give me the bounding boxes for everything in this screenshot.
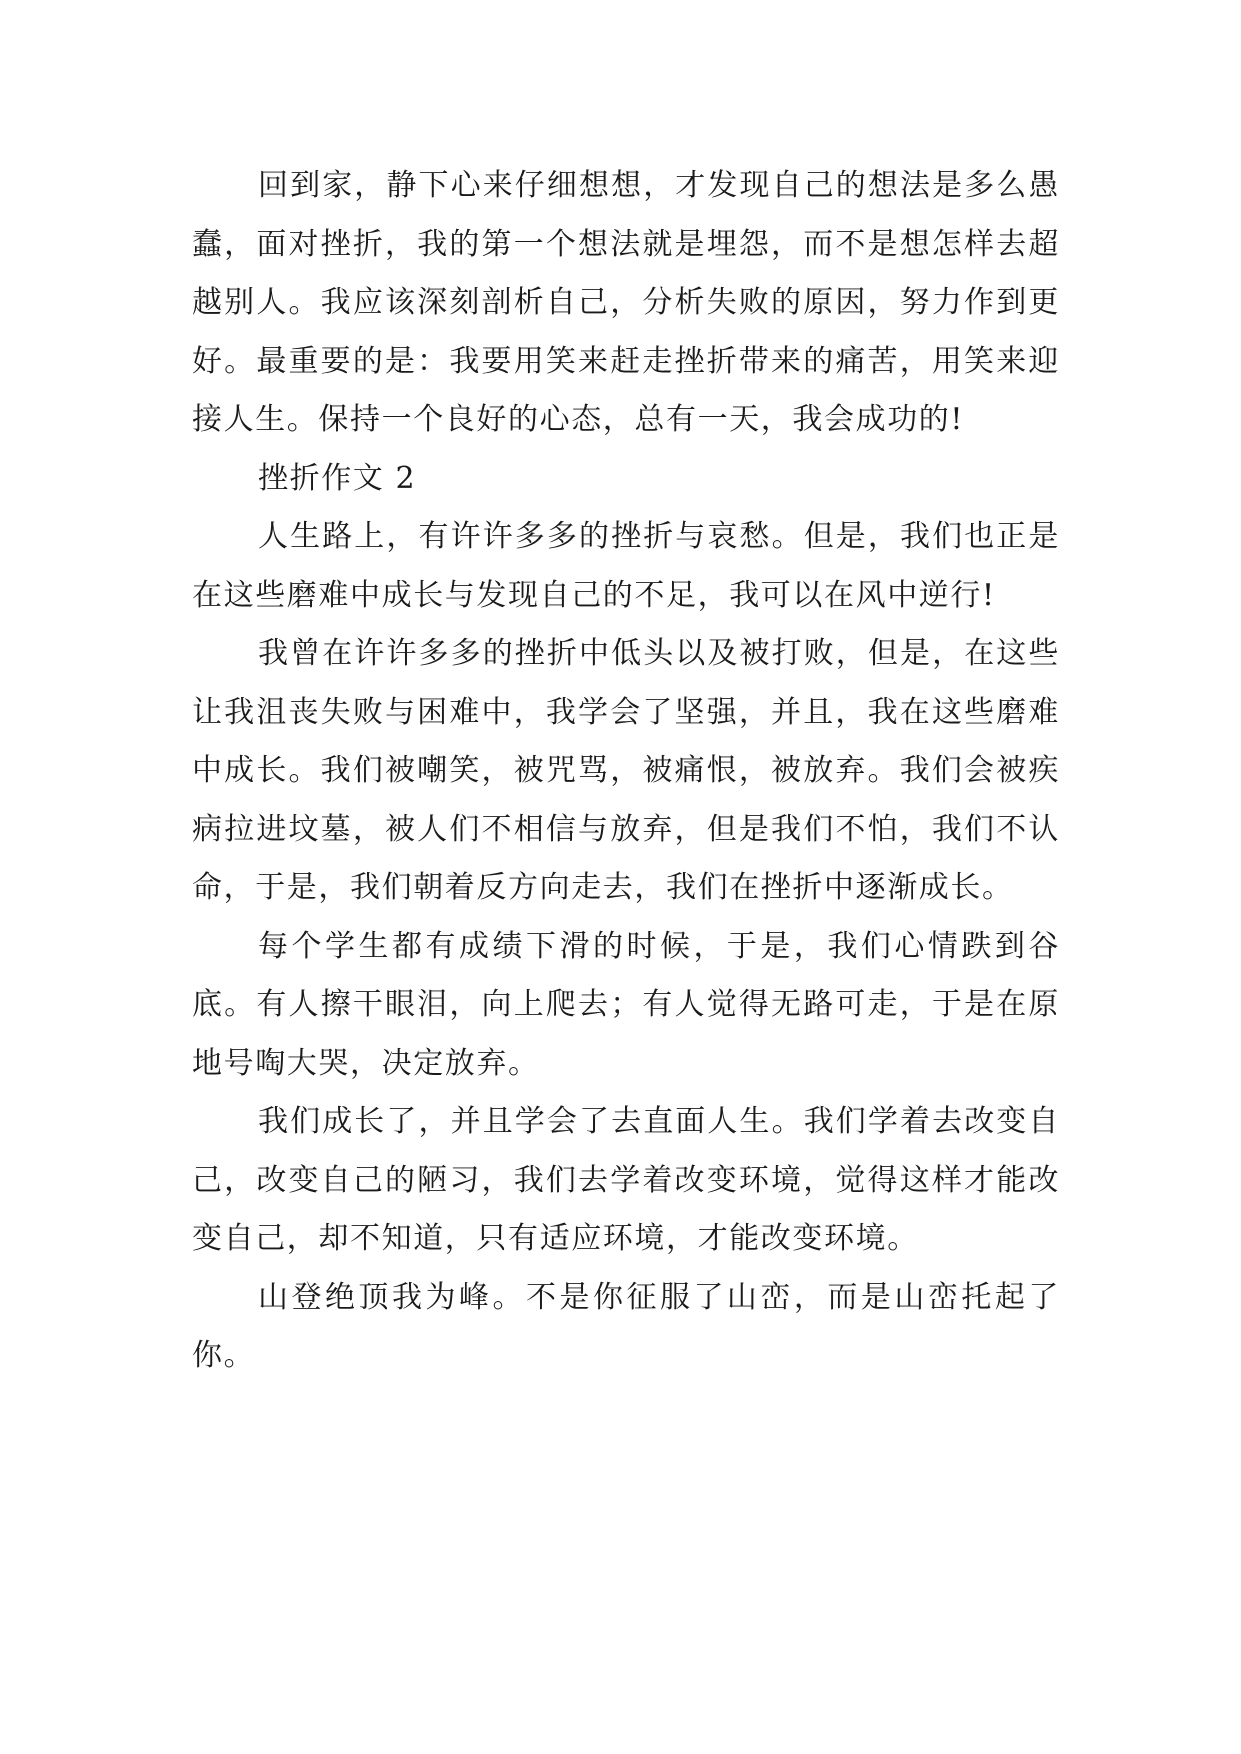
paragraph-4: 每个学生都有成绩下滑的时候，于是，我们心情跌到谷底。有人擦干眼泪，向上爬去；有人觉得无路可走，于是在原地号啕大哭，决定放弃。: [192, 928, 1060, 1081]
section-heading: 挫折作文 2: [258, 460, 417, 496]
paragraph-5: 我们成长了，并且学会了去直面人生。我们学着去改变自己，改变自己的陋习，我们去学着改变环境，觉得这样才能改变自己，却不知道，只有适应环境，才能改变环境。: [192, 1104, 1060, 1256]
paragraph-6: 山登绝顶我为峰。不是你征服了山峦，而是山峦托起了你。: [192, 1279, 1060, 1373]
document-body: [192, 157, 1060, 1386]
paragraph-1: 回到家，静下心来仔细想想，才发现自己的想法是多么愚蠢，面对挫折，我的第一个想法就是埋怨，而不是想怎样去超越别人。我应该深刻剖析自己，分析失败的原因，努力作到更好。最重要的是：我要用笑来赶走挫折带来的痛苦，用笑来迎接人生。保持一个良好的心态，总有一天，我会成功的!: [192, 168, 1060, 437]
paragraph-2: 人生路上，有许许多多的挫折与哀愁。但是，我们也正是在这些磨难中成长与发现自己的不足，我可以在风中逆行!: [192, 519, 1060, 613]
paragraph-3: 我曾在许许多多的挫折中低头以及被打败，但是，在这些让我沮丧失败与困难中，我学会了坚强，并且，我在这些磨难中成长。我们被嘲笑，被咒骂，被痛恨，被放弃。我们会被疾病拉进坟墓，被人们不相信与放弃，但是我们不怕，我们不认命，于是，我们朝着反方向走去，我们在挫折中逐渐成长。: [192, 636, 1060, 905]
